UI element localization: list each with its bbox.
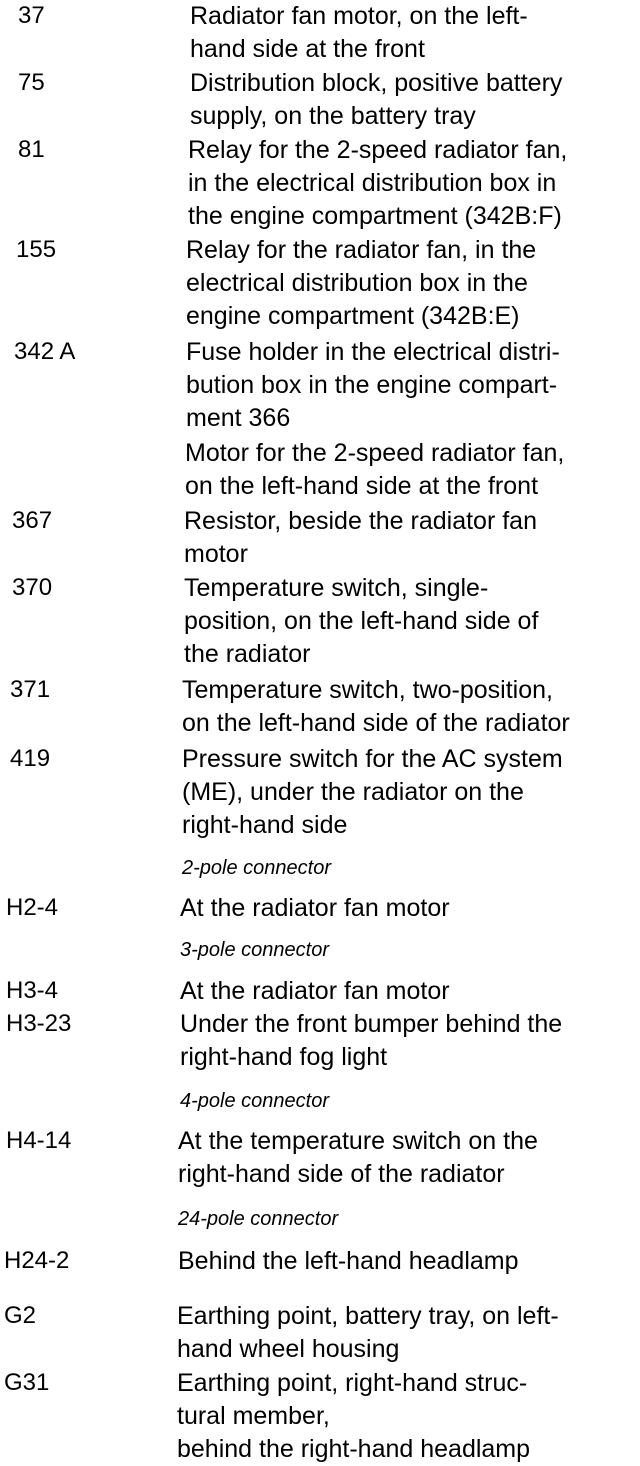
component-description bbox=[185, 437, 635, 503]
description-line: the engine compartment (342B:F) bbox=[188, 202, 562, 230]
component-code: 419 bbox=[10, 745, 51, 772]
connector-heading-4-pole: 4-pole connector bbox=[180, 1090, 329, 1112]
description-line: hand side at the front bbox=[190, 35, 425, 63]
component-code: 371 bbox=[10, 676, 51, 703]
component-description bbox=[186, 234, 636, 333]
earthing-description bbox=[177, 1300, 627, 1366]
description-line: in the electrical distribution box in bbox=[188, 169, 557, 197]
component-description bbox=[188, 134, 638, 233]
description-line: Earthing point, battery tray, on left- bbox=[177, 1302, 559, 1330]
component-code: 75 bbox=[18, 69, 45, 96]
component-code: 37 bbox=[18, 2, 45, 29]
connector-description bbox=[178, 1125, 628, 1191]
earthing-code: G31 bbox=[4, 1369, 50, 1396]
connector-heading-24-pole: 24-pole connector bbox=[178, 1208, 339, 1230]
description-line: Temperature switch, two-position, bbox=[182, 676, 553, 704]
description-line: engine compartment (342B:E) bbox=[186, 302, 520, 330]
connector-description bbox=[180, 1008, 630, 1074]
earthing-description bbox=[177, 1367, 627, 1466]
component-description bbox=[182, 743, 632, 842]
description-line: tural member, bbox=[177, 1402, 330, 1430]
description-line: bution box in the engine compart- bbox=[186, 371, 558, 399]
description-line: Relay for the radiator fan, in the bbox=[186, 236, 537, 264]
connector-code: H4-14 bbox=[6, 1127, 72, 1154]
connector-description bbox=[180, 892, 630, 925]
description-line: Pressure switch for the AC system bbox=[182, 745, 563, 773]
component-code: 370 bbox=[12, 574, 53, 601]
description-line: hand wheel housing bbox=[177, 1335, 400, 1363]
description-line: Distribution block, positive battery bbox=[190, 69, 563, 97]
component-description bbox=[182, 674, 632, 740]
description-line: the radiator bbox=[184, 640, 311, 668]
description-line: Motor for the 2-speed radiator fan, bbox=[185, 439, 565, 467]
description-line: At the temperature switch on the bbox=[178, 1127, 538, 1155]
connector-heading-3-pole: 3-pole connector bbox=[180, 939, 329, 961]
component-description bbox=[184, 505, 634, 571]
connector-code: H24-2 bbox=[4, 1247, 70, 1274]
connector-code: H2-4 bbox=[6, 894, 59, 921]
connector-heading-2-pole: 2-pole connector bbox=[182, 857, 331, 879]
connector-code: H3-4 bbox=[6, 977, 59, 1004]
component-description bbox=[190, 67, 640, 133]
description-line: supply, on the battery tray bbox=[190, 102, 476, 130]
description-line: motor bbox=[184, 540, 248, 568]
description-line: Temperature switch, single- bbox=[184, 574, 489, 602]
description-line: right-hand side of the radiator bbox=[178, 1160, 505, 1188]
description-line: At the radiator fan motor bbox=[180, 977, 450, 1005]
component-description bbox=[190, 0, 640, 66]
description-line: At the radiator fan motor bbox=[180, 894, 450, 922]
description-line: (ME), under the radiator on the bbox=[182, 778, 524, 806]
description-line: Radiator fan motor, on the left- bbox=[190, 2, 528, 30]
description-line: behind the right-hand headlamp bbox=[177, 1435, 531, 1463]
connector-description bbox=[178, 1245, 628, 1278]
component-code: 155 bbox=[16, 236, 57, 263]
description-line: on the left-hand side of the radiator bbox=[182, 709, 570, 737]
description-line: Under the front bumper behind the bbox=[180, 1010, 563, 1038]
description-line: right-hand fog light bbox=[180, 1043, 388, 1071]
connector-code: H3-23 bbox=[6, 1010, 72, 1037]
description-line: on the left-hand side at the front bbox=[185, 472, 539, 500]
description-line: Resistor, beside the radiator fan bbox=[184, 507, 537, 535]
component-code: 342 A bbox=[14, 338, 76, 365]
connector-description bbox=[180, 975, 630, 1008]
description-line: Fuse holder in the electrical distri- bbox=[186, 338, 560, 366]
description-line: position, on the left-hand side of bbox=[184, 607, 539, 635]
description-line: Behind the left-hand headlamp bbox=[178, 1247, 519, 1275]
description-line: electrical distribution box in the bbox=[186, 269, 528, 297]
description-line: Earthing point, right-hand struc- bbox=[177, 1369, 528, 1397]
component-code: 81 bbox=[18, 136, 45, 163]
component-description bbox=[186, 336, 636, 435]
component-code: 367 bbox=[12, 507, 53, 534]
description-line: ment 366 bbox=[186, 404, 291, 432]
component-description bbox=[184, 572, 634, 671]
description-line: Relay for the 2-speed radiator fan, bbox=[188, 136, 568, 164]
description-line: right-hand side bbox=[182, 811, 348, 839]
earthing-code: G2 bbox=[4, 1302, 37, 1329]
